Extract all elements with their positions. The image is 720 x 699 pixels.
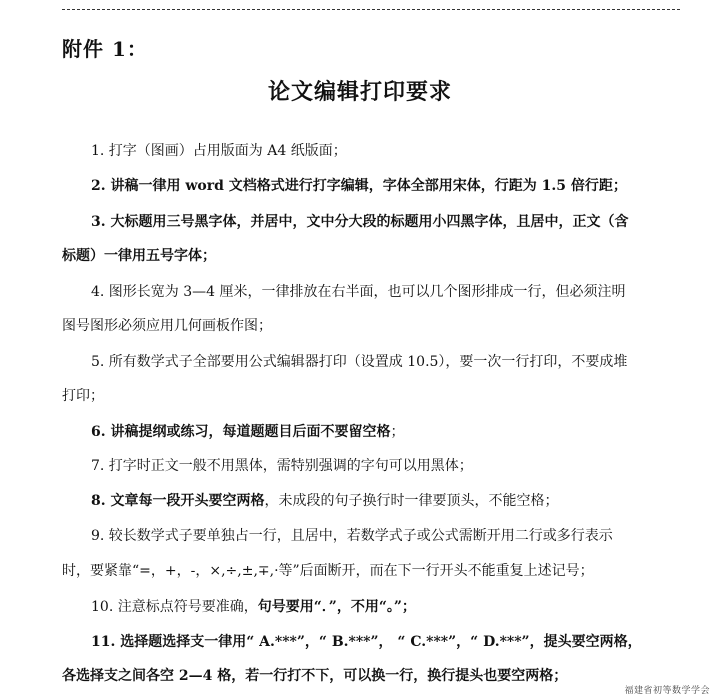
item-4-line-2: 图号图形必须应用几何画板作图； bbox=[62, 318, 272, 334]
item-10-plain: 10. 注意标点符号要准确， bbox=[91, 599, 258, 615]
item-8-tail: ，未成段的句子换行时一律要顶头，不能空格； bbox=[264, 493, 559, 509]
attachment-label: 附件 1： bbox=[62, 37, 148, 61]
item-1: 1. 打字（图画）占用版面为 A4 纸版面； bbox=[91, 143, 347, 159]
item-3-line-1: 3. 大标题用三号黑字体，并居中，文中分大段的标题用小四黑字体，且居中，正文（含 bbox=[91, 214, 629, 230]
document-title: 论文编辑打印要求 bbox=[267, 79, 452, 105]
item-11-line-1: 11. 选择题选择支一律用“ A.***”，“ B.***”， “ C.***”，“ D.***”，提头要空两格， bbox=[91, 634, 642, 650]
item-6 bbox=[91, 422, 405, 442]
item-6-bold: 6. 讲稿提纲或练习，每道题题目后面不要留空格 bbox=[91, 424, 391, 440]
item-9-line-2: 时，要紧靠“=，+，-，×,÷,±,∓,·等”后面断开，而在下一行开头不能重复上述记号； bbox=[62, 563, 594, 579]
item-9-line-1: 9. 较长数学式子要单独占一行，且居中，若数学式子或公式需断开用二行或多行表示 bbox=[91, 528, 613, 544]
item-2: 2. 讲稿一律用 word 文档格式进行打字编辑，字体全部用宋体，行距为 1.5 倍行距； bbox=[91, 178, 627, 194]
item-7: 7. 打字时正文一般不用黑体，需特别强调的字句可以用黑体； bbox=[91, 458, 473, 474]
watermark: 福建省初等数学学会 bbox=[624, 686, 710, 696]
item-6-tail: ； bbox=[390, 424, 405, 440]
item-5-line-1: 5. 所有数学式子全部要用公式编辑器打印（设置成 10.5），要一次一行打印，不要成堆 bbox=[91, 354, 628, 370]
item-8 bbox=[91, 491, 559, 511]
item-4-line-1: 4. 图形长宽为 3—4 厘米，一律排放在右半面，也可以几个图形排成一行，但必须注明 bbox=[91, 284, 626, 300]
item-11-line-2: 各选择支之间各空 2—4 格，若一行打不下，可以换一行，换行提头也要空两格； bbox=[62, 668, 568, 684]
item-10-bold: 句号要用“．”，不用“。”； bbox=[257, 599, 416, 615]
item-5-line-2: 打印； bbox=[62, 388, 104, 404]
item-10 bbox=[91, 597, 416, 617]
item-8-bold: 8. 文章每一段开头要空两格 bbox=[91, 493, 265, 509]
item-3-line-2: 标题）一律用五号字体； bbox=[62, 248, 216, 264]
header-dashed-rule bbox=[62, 9, 680, 10]
